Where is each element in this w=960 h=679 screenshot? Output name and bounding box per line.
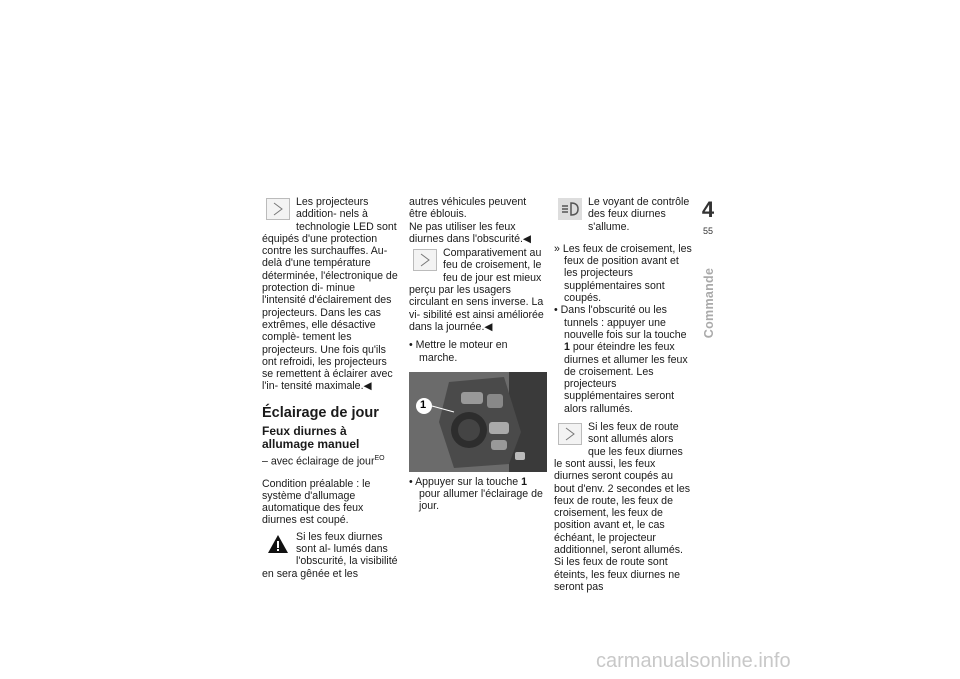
precondition-text: Condition préalable : le système d'allumage automatique des feux diurnes est coupé.	[262, 477, 371, 527]
page-number: 55	[702, 226, 713, 236]
option-line: – avec éclairage de jour$^{EO}$	[262, 454, 385, 468]
column-2	[409, 196, 547, 513]
watermark: carmanualsonline.info	[596, 650, 791, 672]
warning-text: Si les feux diurnes sont al- lumés dans l'obscurité, la visibilité en sera gênée et les	[262, 530, 398, 580]
column-1	[262, 196, 400, 580]
note-block-led	[262, 196, 400, 393]
note-text: Comparativement au feu de croisement, le feu de jour est mieux perçu par les usagers circulant en sens inverse. La vi- sibilité est ainsi améliorée dans la journée.◀	[409, 247, 544, 333]
result-text: » Les feux de croisement, les feux de position avant et les projecteurs supplémentaires sont coupés.	[554, 242, 692, 305]
intro-text-2: Ne pas utiliser les feux diurnes dans l'obscurité.◀	[409, 220, 532, 245]
note-block-daylight	[409, 247, 547, 333]
note-text: Les projecteurs addition- nels à technologie LED sont équipés d'une protection contre les surchauffes. Au-delà d'une température déterminée, l'électronique de protection di- minue l'intensité d'éclairement des projecteurs. Dans les cas extrêmes, elle désactive complè- tement les projecteurs. Une fois qu'ils ont refroidi, les projecteurs se remettent à éclairer avec l'in- tensité maximale.◀	[262, 196, 398, 393]
step-dark-tunnel: • Dans l'obscurité ou les tunnels : appuyer une nouvelle fois sur la touche 1 pour éteindre les feux diurnes et allumer les feux de croisement. Les projecteurs supplémentaires seront alors rallumés.	[554, 304, 688, 415]
warning-block	[262, 531, 400, 580]
chapter-number: 4	[698, 196, 718, 224]
closing-text: Si les feux de route sont éteints, les feux diurnes ne seront pas	[554, 556, 681, 593]
note-triangle-icon	[413, 249, 437, 271]
chapter-label: Commande	[702, 267, 716, 339]
note-text: Si les feux de route sont allumés alors que les feux diurnes le sont aussi, les feux diurnes seront coupés au bout d'env. 2 secondes et les feux de route, les feux de croisement, les feux de position avant et, le cas échéant, le projecteur additionnel, seront allumés.	[554, 421, 691, 557]
warning-icon	[266, 533, 290, 555]
chapter-tab	[698, 196, 718, 342]
section-heading: Éclairage de jour	[262, 404, 379, 421]
callout-1: 1	[420, 398, 427, 411]
subsection-heading: Feux diurnes à allumage manuel	[262, 423, 360, 451]
intro-text: autres véhicules peuvent être éblouis.	[409, 196, 527, 221]
note-triangle-icon	[266, 198, 290, 220]
step-start-engine: • Mettre le moteur en marche.	[409, 339, 508, 364]
daytime-light-indicator-icon	[558, 198, 582, 220]
step-press-button: • Appuyer sur la touche 1 pour allumer l'éclairage de jour.	[409, 475, 543, 513]
indicator-text: Le voyant de contrôle des feux diurnes s'allume.	[588, 196, 690, 233]
handlebar-switch-photo	[409, 372, 547, 472]
note-block-highbeam	[554, 421, 692, 556]
indicator-block	[554, 196, 692, 233]
note-triangle-icon	[558, 423, 582, 445]
column-3	[554, 196, 692, 593]
